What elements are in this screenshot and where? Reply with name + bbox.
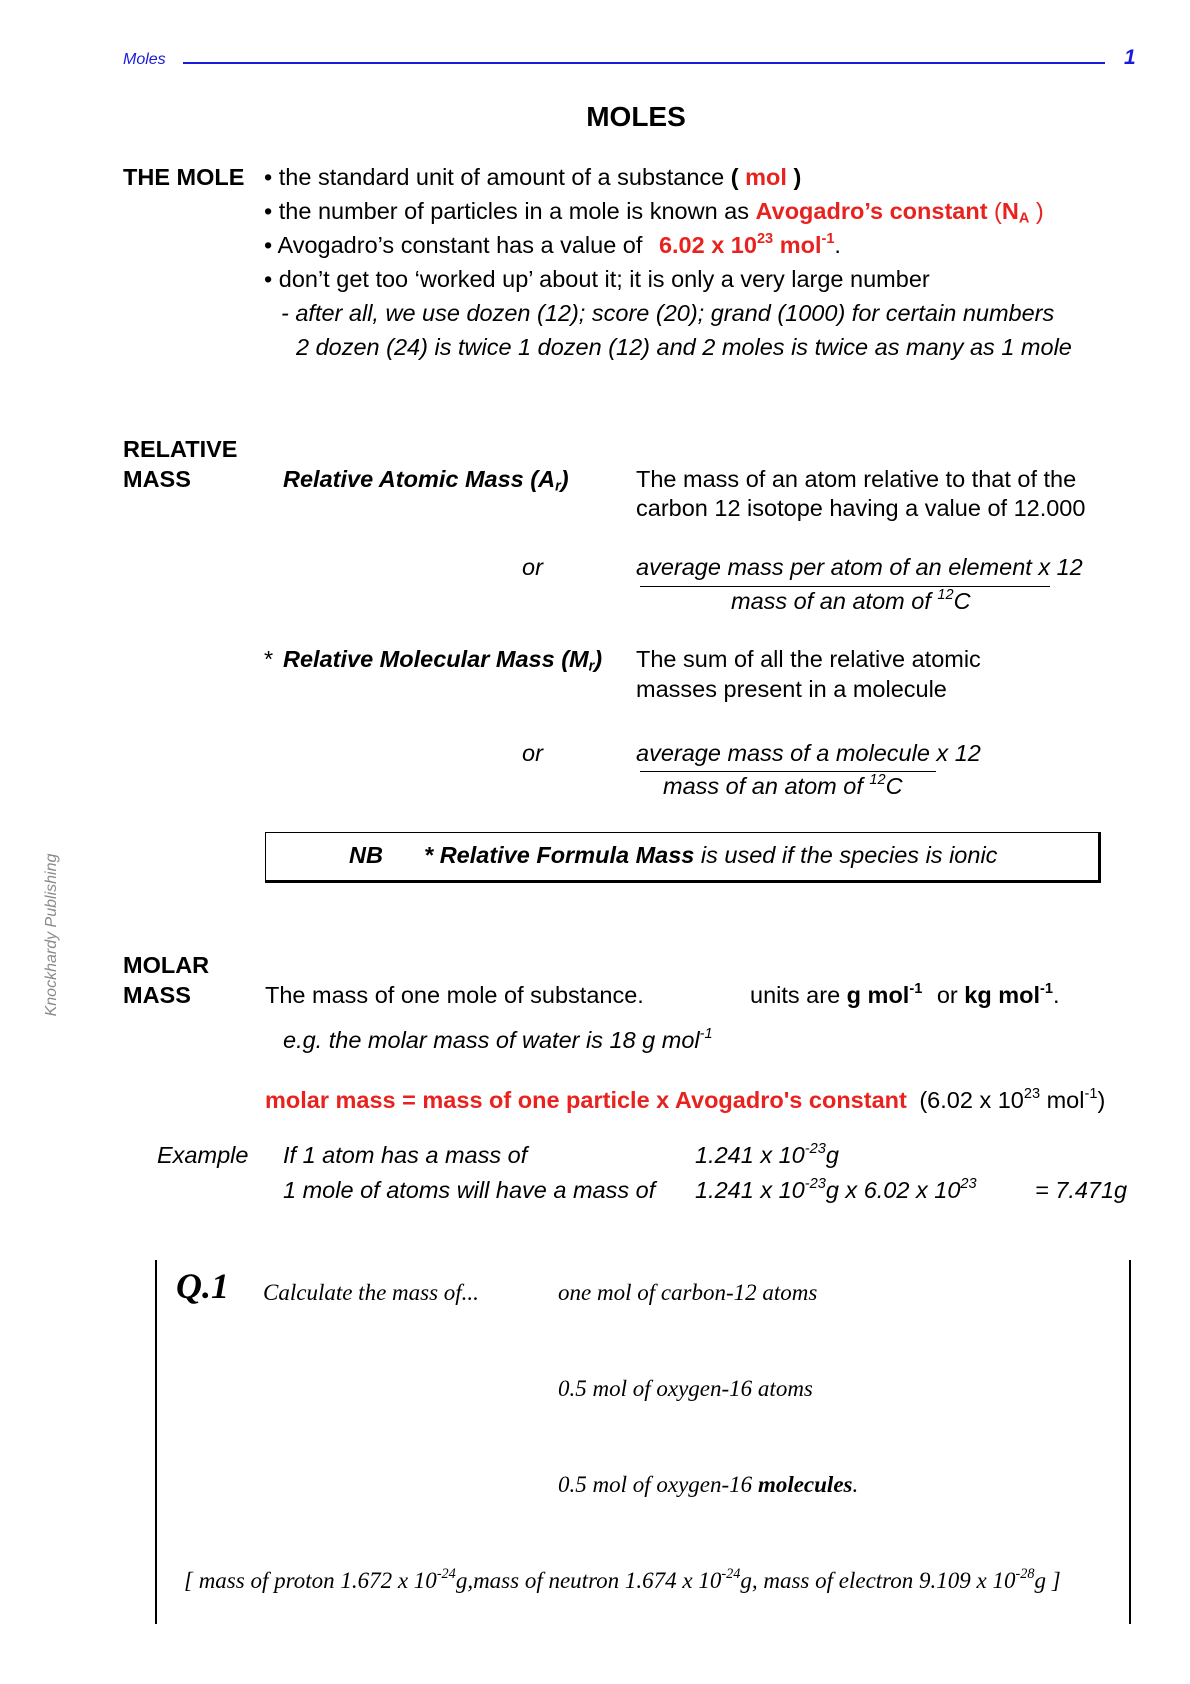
question-part-1: one mol of carbon-12 atoms [558, 1280, 818, 1305]
example-line1-text: If 1 atom has a mass of [283, 1142, 528, 1168]
page-number: 1 [1124, 46, 1136, 69]
question-number: Q.1 [176, 1266, 229, 1306]
the-mole-heading: THE MOLE [123, 164, 245, 190]
page-title: MOLES [586, 101, 686, 132]
avogadro-symbol: $N_A$ [1001, 198, 1030, 227]
mole-bullet-4: • don’t get too ‘worked up’ about it; it is only a very large number [264, 266, 930, 292]
avogadro-term: Avogadro’s constant [755, 198, 988, 224]
example-line2-value: 1.241 x $10^{-23}g$ x 6.02 x $10^{23}$ [695, 1175, 977, 1203]
ar-definition-line2: carbon 12 isotope having a value of 12.000 [636, 495, 1086, 521]
or-label-1: or [522, 554, 543, 580]
header-section-title: Moles [123, 51, 166, 68]
molar-mass-example-water: e.g. the molar mass of water is 18 g mol$^{-1}$ [283, 1025, 713, 1053]
ar-fraction-bar [640, 586, 1050, 587]
mole-bullet-2: • the number of particles in a mole is known as Avogadro’s constant ($N_A$ ) [264, 198, 1044, 227]
molar-heading-line1: MOLAR [123, 952, 210, 978]
example-label: Example [157, 1142, 249, 1168]
mole-note-1: - after all, we use dozen (12); score (20); grand (1000) for certain numbers [281, 300, 1055, 326]
molar-mass-formula: molar mass = mass of one particle x Avogadro's constant (6.02 x $10^{23}$ mol$^{-1}$) [265, 1085, 1106, 1113]
question-box-right-border [1129, 1260, 1131, 1624]
relative-heading-line2: MASS [123, 466, 191, 492]
mr-star: * [264, 646, 274, 672]
mole-note-2: 2 dozen (24) is twice 1 dozen (12) and 2 moles is twice as many as 1 mole [296, 334, 1072, 360]
nb-label: NB [349, 842, 383, 868]
mole-bullet-1: • the standard unit of amount of a substance ( mol ) [264, 164, 802, 190]
mr-definition-line2: masses present in a molecule [636, 676, 947, 702]
ar-definition-line1: The mass of an atom relative to that of the [636, 466, 1077, 492]
example-result: = 7.471g [1035, 1177, 1128, 1203]
molar-mass-units: units are g mol$^{-1}$ or kg mol$^{-1}$. [750, 980, 1060, 1008]
example-line2-text: 1 mole of atoms will have a mass of [283, 1177, 656, 1203]
ar-fraction-numerator: average mass per atom of an element x 12 [636, 554, 1083, 580]
relative-atomic-mass-label: Relative Atomic Mass $(A_r)$ [283, 466, 569, 495]
molar-heading-line2: MASS [123, 982, 191, 1008]
relative-molecular-mass-label: Relative Molecular Mass $(M_r)$ [283, 646, 603, 675]
mole-bullet-3: • Avogadro’s constant has a value of 6.02 x $10^{23}$ mol$^{-1}$. [264, 230, 841, 258]
mol-term: mol [745, 164, 787, 190]
question-box-left-border [155, 1260, 157, 1624]
molar-mass-definition: The mass of one mole of substance. [265, 982, 644, 1008]
example-line1-value: 1.241 x $10^{-23}g$ [695, 1140, 839, 1168]
avogadro-value: 6.02 x $10^{23}$ mol$^{-1}$ [658, 230, 835, 258]
ar-fraction-denominator: mass of an atom of $^{12}$C [731, 586, 971, 614]
question-prompt: Calculate the mass of... [263, 1280, 479, 1305]
mr-fraction-bar [640, 771, 936, 772]
question-data-line: [ mass of proton 1.672 x $10^{-24}g,mass$ of neutron 1.674 x $10^{-24}g$, mass of electron 9.109 x $10^{-28}g$ ] [184, 1566, 1061, 1593]
or-label-2: or [522, 740, 543, 766]
nb-text: * Relative Formula Mass is used if the species is ionic [424, 842, 998, 868]
header-rule [183, 62, 1105, 64]
mr-fraction-numerator: average mass of a molecule x 12 [636, 740, 981, 766]
mr-definition-line1: The sum of all the relative atomic [636, 646, 981, 672]
relative-heading-line1: RELATIVE [123, 436, 238, 462]
question-part-3: 0.5 mol of oxygen-16 molecules. [558, 1472, 859, 1497]
side-publisher-label: Knockhardy Publishing [43, 853, 60, 1017]
question-part-2: 0.5 mol of oxygen-16 atoms [558, 1376, 813, 1401]
mr-fraction-denominator: mass of an atom of $^{12}$C [663, 771, 903, 799]
